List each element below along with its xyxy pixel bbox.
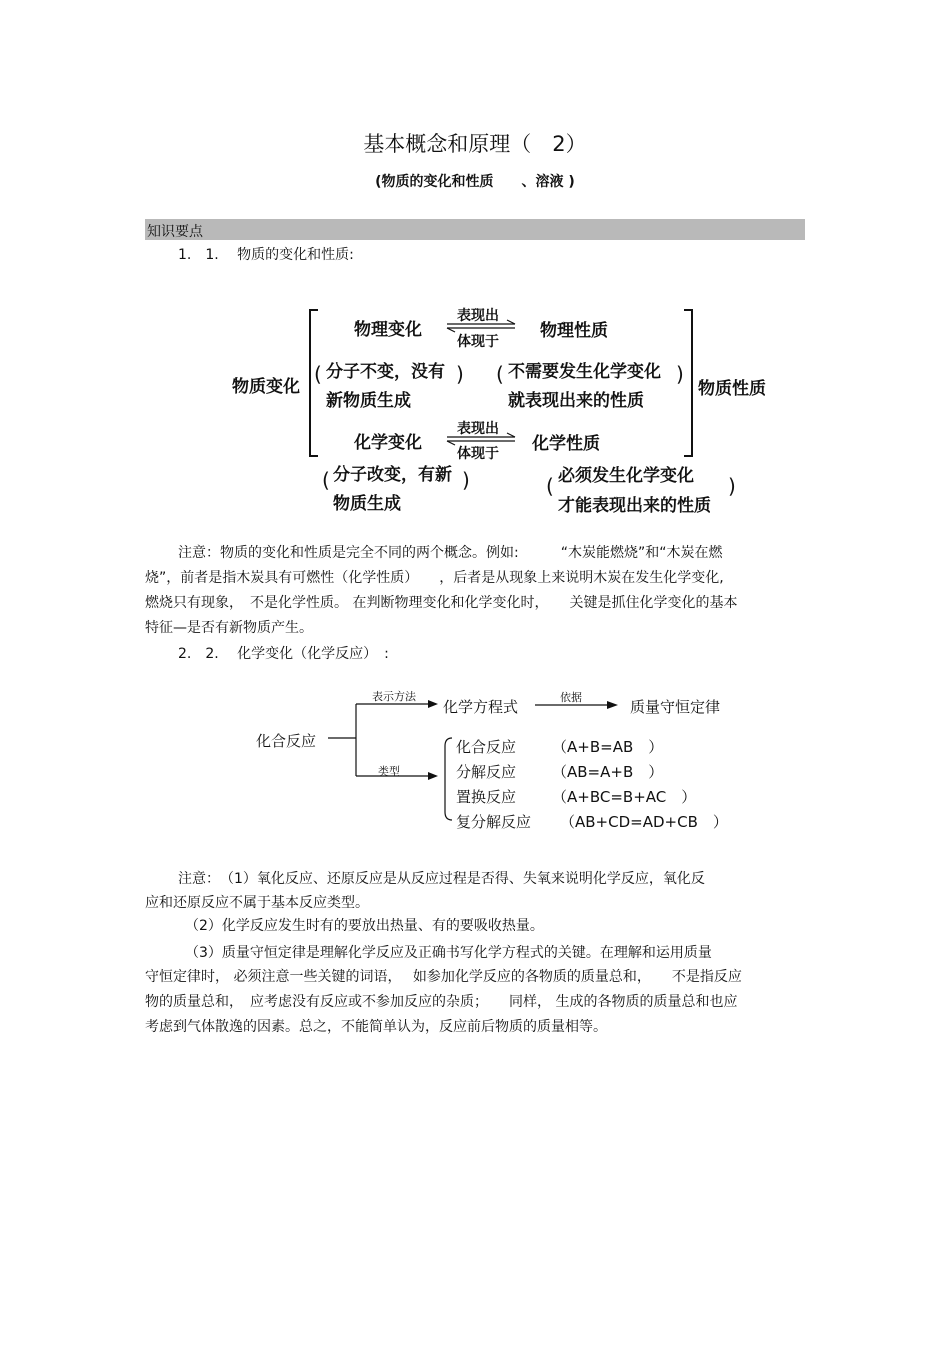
note2-line-4: （3）质量守恒定律是理解化学反应及正确书写化学方程式的关键。在理解和运用质量 (185, 945, 712, 961)
chemical-change-note-2: 物质生成 (333, 494, 401, 514)
basis-arrow-head (607, 701, 618, 709)
page-title: 基本概念和原理（ 2） (363, 132, 587, 156)
note2-line-7: 考虑到气体散逸的因素。总之，不能简单认为，反应前后物质的质量相等。 (145, 1019, 607, 1035)
item-1-heading: 1. 1. 物质的变化和性质: (178, 247, 354, 263)
chemical-property-note-2: 才能表现出来的性质 (558, 496, 711, 516)
matter-property-label: 物质性质 (698, 379, 766, 399)
arrow-label-top-2: 表现出 (457, 421, 499, 437)
reaction-type-name: 分解反应 (456, 763, 517, 781)
physical-change-note-1: 分子不变，没有 (326, 362, 445, 382)
arrow-label-bottom-1: 体现于 (457, 334, 499, 350)
chemical-property-note-1: 必须发生化学变化 (558, 466, 694, 486)
physical-property-note-1: 不需要发生化学变化 (508, 362, 661, 382)
physical-change-note-2: 新物质生成 (326, 391, 411, 411)
matter-change-label: 物质变化 (232, 377, 300, 397)
reaction-type-formula: （A+BC=B+AC ） (552, 788, 697, 806)
note2-line-3: （2）化学反应发生时有的要放出热量、有的要吸收热量。 (185, 918, 544, 934)
note2-line-2: 应和还原反应不属于基本反应类型。 (145, 895, 369, 911)
chemical-change-note-1: 分子改变，有新 (333, 465, 452, 485)
chemical-property-label: 化学性质 (532, 434, 600, 454)
physical-property-note-2: 就表现出来的性质 (508, 391, 644, 411)
reaction-type-name: 置换反应 (456, 788, 517, 806)
arrow-label-top-1: 表现出 (457, 308, 499, 324)
root-label: 化合反应 (256, 732, 317, 750)
note1-line-4: 特征—是否有新物质产生。 (145, 620, 313, 636)
section-header: 知识要点 (147, 224, 203, 240)
basis-label: 依据 (560, 691, 582, 704)
note2-line-6: 物的质量总和， 应考虑没有反应或不参加反应的杂质； 同样， 生成的各物质的质量总和也应 (145, 994, 738, 1010)
arrow-head-bottom (428, 772, 438, 780)
note1-line-3: 燃烧只有现象， 不是化学性质。 在判断物理变化和化学变化时， 关键是抓住化学变化的基本 (145, 595, 738, 611)
item-2-heading: 2. 2. 化学变化（化学反应） : (178, 646, 389, 662)
note2-line-1: 注意： （1）氧化反应、还原反应是从反应过程是否得、失氧来说明化学反应，氧化反 (178, 871, 705, 887)
physical-property-label: 物理性质 (540, 321, 608, 341)
types-brace (445, 738, 452, 820)
equation-label: 化学方程式 (443, 698, 519, 716)
arrow-label-bottom-2: 体现于 (457, 446, 499, 462)
chemical-change-label: 化学变化 (354, 433, 422, 453)
note1-line-2: 烧”，前者是指木炭具有可燃性（化学性质） ，后者是从现象上来说明木炭在发生化学变化, (145, 570, 724, 586)
reaction-type-formula: （A+B=AB ） (552, 738, 664, 756)
page-subtitle: (物质的变化和性质 、溶液 ) (375, 174, 575, 190)
reaction-type-formula: （AB+CD=AD+CB ） (560, 813, 728, 831)
note1-line-1: 注意：物质的变化和性质是完全不同的两个概念。例如: “木炭能燃烧”和“木炭在燃 (178, 545, 723, 561)
note2-line-5: 守恒定律时， 必须注意一些关键的词语， 如参加化学反应的各物质的质量总和， 不是指反应 (145, 969, 742, 985)
type-label: 类型 (378, 765, 400, 778)
physical-change-label: 物理变化 (354, 320, 422, 340)
arrow-head-top (428, 700, 438, 708)
reaction-type-name: 复分解反应 (456, 813, 532, 831)
conservation-law-label: 质量守恒定律 (630, 698, 721, 716)
reaction-type-name: 化合反应 (456, 738, 517, 756)
representation-label: 表示方法 (372, 690, 416, 703)
reaction-type-formula: （AB=A+B ） (552, 763, 664, 781)
